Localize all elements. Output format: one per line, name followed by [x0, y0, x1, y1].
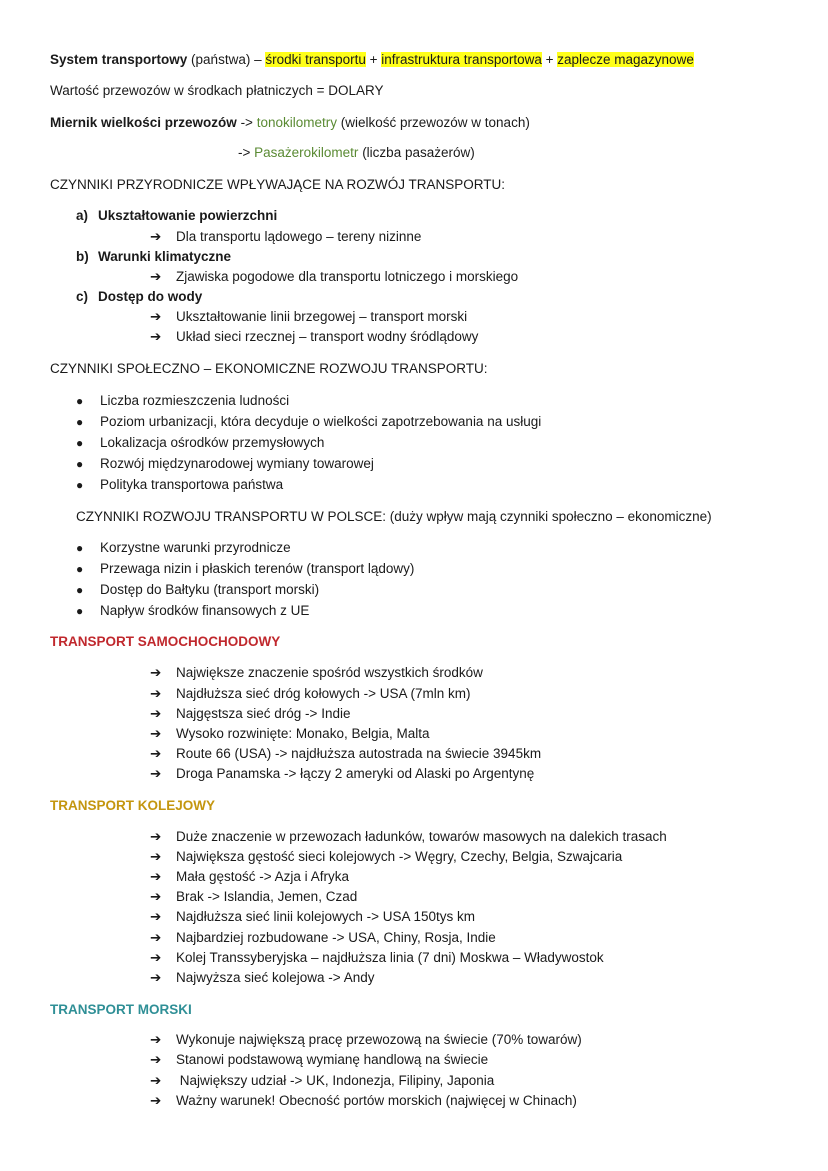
list-item: ➔ Droga Panamska -> łączy 2 ameryki od Alaski po Argentynę	[150, 766, 535, 781]
arrow-right-icon: ➔	[150, 665, 162, 680]
bullet-icon: ●	[76, 604, 84, 618]
bullet-icon: ●	[76, 478, 84, 492]
arrow-right-icon: ➔	[150, 849, 162, 864]
nature-c-item-1: ➔ Ukształtowanie linii brzegowej – transport morski	[150, 309, 468, 324]
nature-b-item: ➔ Zjawiska pogodowe dla transportu lotniczego i morskiego	[150, 269, 519, 284]
arrow-right-icon: ➔	[150, 1032, 162, 1047]
list-item: ➔ Największa gęstość sieci kolejowych -> Węgry, Czechy, Belgia, Szwajcaria	[150, 849, 623, 864]
arrow-right-icon: ➔	[150, 229, 162, 244]
arrow-right-icon: ➔	[150, 766, 162, 781]
arrow-right-icon: ➔	[150, 1093, 162, 1108]
list-item: ➔ Największe znaczenie spośród wszystkich środków	[150, 665, 483, 680]
arrow-right-icon: ➔	[150, 1052, 162, 1067]
list-item: ➔ Kolej Transsyberyjska – najdłuższa linia (7 dni) Moskwa – Władywostok	[150, 950, 604, 965]
arrow-right-icon: ➔	[150, 706, 162, 721]
list-item: ➔ Brak -> Islandia, Jemen, Czad	[150, 889, 358, 904]
list-item: ➔ Route 66 (USA) -> najdłuższa autostrada na świecie 3945km	[150, 746, 542, 761]
list-item: ● Dostęp do Bałtyku (transport morski)	[76, 582, 320, 597]
intro-line-1: System transportowy (państwa) – środki transportu + infrastruktura transportowa + zaplecze magazynowe	[50, 52, 694, 67]
list-item: ➔ Mała gęstość -> Azja i Afryka	[150, 869, 349, 884]
intro-line-3: Miernik wielkości przewozów -> tonokilometry (wielkość przewozów w tonach)	[50, 115, 530, 130]
list-item: ● Lokalizacja ośrodków przemysłowych	[76, 435, 325, 450]
list-item: ● Korzystne warunki przyrodnicze	[76, 540, 291, 555]
arrow-right-icon: ➔	[150, 909, 162, 924]
list-item: ● Liczba rozmieszczenia ludności	[76, 393, 290, 408]
rail-heading: TRANSPORT KOLEJOWY	[50, 798, 216, 813]
bullet-icon: ●	[76, 436, 84, 450]
bullet-icon: ●	[76, 541, 84, 555]
nature-a-title: a) Ukształtowanie powierzchni	[76, 208, 278, 223]
arrow-right-icon: ➔	[150, 329, 162, 344]
highlight-infrastruktura: infrastruktura transportowa	[381, 52, 542, 67]
list-item: ➔ Najbardziej rozbudowane -> USA, Chiny, Rosja, Indie	[150, 930, 496, 945]
nature-c-title: c) Dostęp do wody	[76, 289, 203, 304]
bullet-icon: ●	[76, 394, 84, 408]
list-item: ➔ Duże znaczenie w przewozach ładunków, towarów masowych na dalekich trasach	[150, 829, 667, 844]
arrow-right-icon: ➔	[150, 869, 162, 884]
intro-line-2: Wartość przewozów w środkach płatniczych = DOLARY	[50, 83, 384, 98]
poland-heading: CZYNNIKI ROZWOJU TRANSPORTU W POLSCE: (duży wpływ mają czynniki społeczno – ekonomiczne)	[76, 509, 712, 524]
list-item: ➔ Najgęstsza sieć dróg -> Indie	[150, 706, 351, 721]
arrow-right-icon: ➔	[150, 970, 162, 985]
list-item: ➔ Ważny warunek! Obecność portów morskich (najwięcej w Chinach)	[150, 1093, 577, 1108]
bullet-icon: ●	[76, 415, 84, 429]
list-item: ➔ Najwyższa sieć kolejowa -> Andy	[150, 970, 375, 985]
list-item: ● Przewaga nizin i płaskich terenów (transport lądowy)	[76, 561, 415, 576]
arrow-right-icon: ➔	[150, 746, 162, 761]
arrow-right-icon: ➔	[150, 309, 162, 324]
list-item: ● Poziom urbanizacji, która decyduje o wielkości zapotrzebowania na usługi	[76, 414, 542, 429]
arrow-right-icon: ➔	[150, 950, 162, 965]
list-item: ➔ Wykonuje największą pracę przewozową na świecie (70% towarów)	[150, 1032, 582, 1047]
intro-line-4: -> Pasażerokilometr (liczba pasażerów)	[238, 145, 475, 160]
list-item: ➔ Największy udział -> UK, Indonezja, Filipiny, Japonia	[150, 1073, 495, 1088]
arrow-right-icon: ➔	[150, 686, 162, 701]
highlight-srodki: środki transportu	[265, 52, 366, 67]
nature-heading: CZYNNIKI PRZYRODNICZE WPŁYWAJĄCE NA ROZWÓJ TRANSPORTU:	[50, 177, 506, 192]
bullet-icon: ●	[76, 562, 84, 576]
arrow-right-icon: ➔	[150, 829, 162, 844]
bullet-icon: ●	[76, 583, 84, 597]
list-item: ➔ Najdłuższa sieć dróg kołowych -> USA (7mln km)	[150, 686, 471, 701]
list-item: ● Rozwój międzynarodowej wymiany towarowej	[76, 456, 374, 471]
sea-heading: TRANSPORT MORSKI	[50, 1002, 192, 1017]
term-pasazerokilometr: Pasażerokilometr	[254, 145, 359, 160]
system-term: System transportowy	[50, 52, 188, 67]
socio-heading: CZYNNIKI SPOŁECZNO – EKONOMICZNE ROZWOJU TRANSPORTU:	[50, 361, 488, 376]
list-item: ➔ Stanowi podstawową wymianę handlową na świecie	[150, 1052, 489, 1067]
list-item: ● Polityka transportowa państwa	[76, 477, 284, 492]
arrow-right-icon: ➔	[150, 1073, 162, 1088]
list-item: ● Napływ środków finansowych z UE	[76, 603, 310, 618]
bullet-icon: ●	[76, 457, 84, 471]
road-heading: TRANSPORT SAMOCHOCHODOWY	[50, 634, 281, 649]
arrow-right-icon: ➔	[150, 889, 162, 904]
arrow-right-icon: ➔	[150, 726, 162, 741]
term-tonokilometry: tonokilometry	[256, 115, 337, 130]
nature-c-item-2: ➔ Układ sieci rzecznej – transport wodny śródlądowy	[150, 329, 479, 344]
arrow-right-icon: ➔	[150, 930, 162, 945]
highlight-zaplecze: zaplecze magazynowe	[557, 52, 694, 67]
nature-b-title: b) Warunki klimatyczne	[76, 249, 232, 264]
list-item: ➔ Wysoko rozwinięte: Monako, Belgia, Malta	[150, 726, 430, 741]
list-item: ➔ Najdłuższa sieć linii kolejowych -> USA 150tys km	[150, 909, 475, 924]
arrow-right-icon: ➔	[150, 269, 162, 284]
nature-a-item: ➔ Dla transportu lądowego – tereny nizinne	[150, 229, 422, 244]
